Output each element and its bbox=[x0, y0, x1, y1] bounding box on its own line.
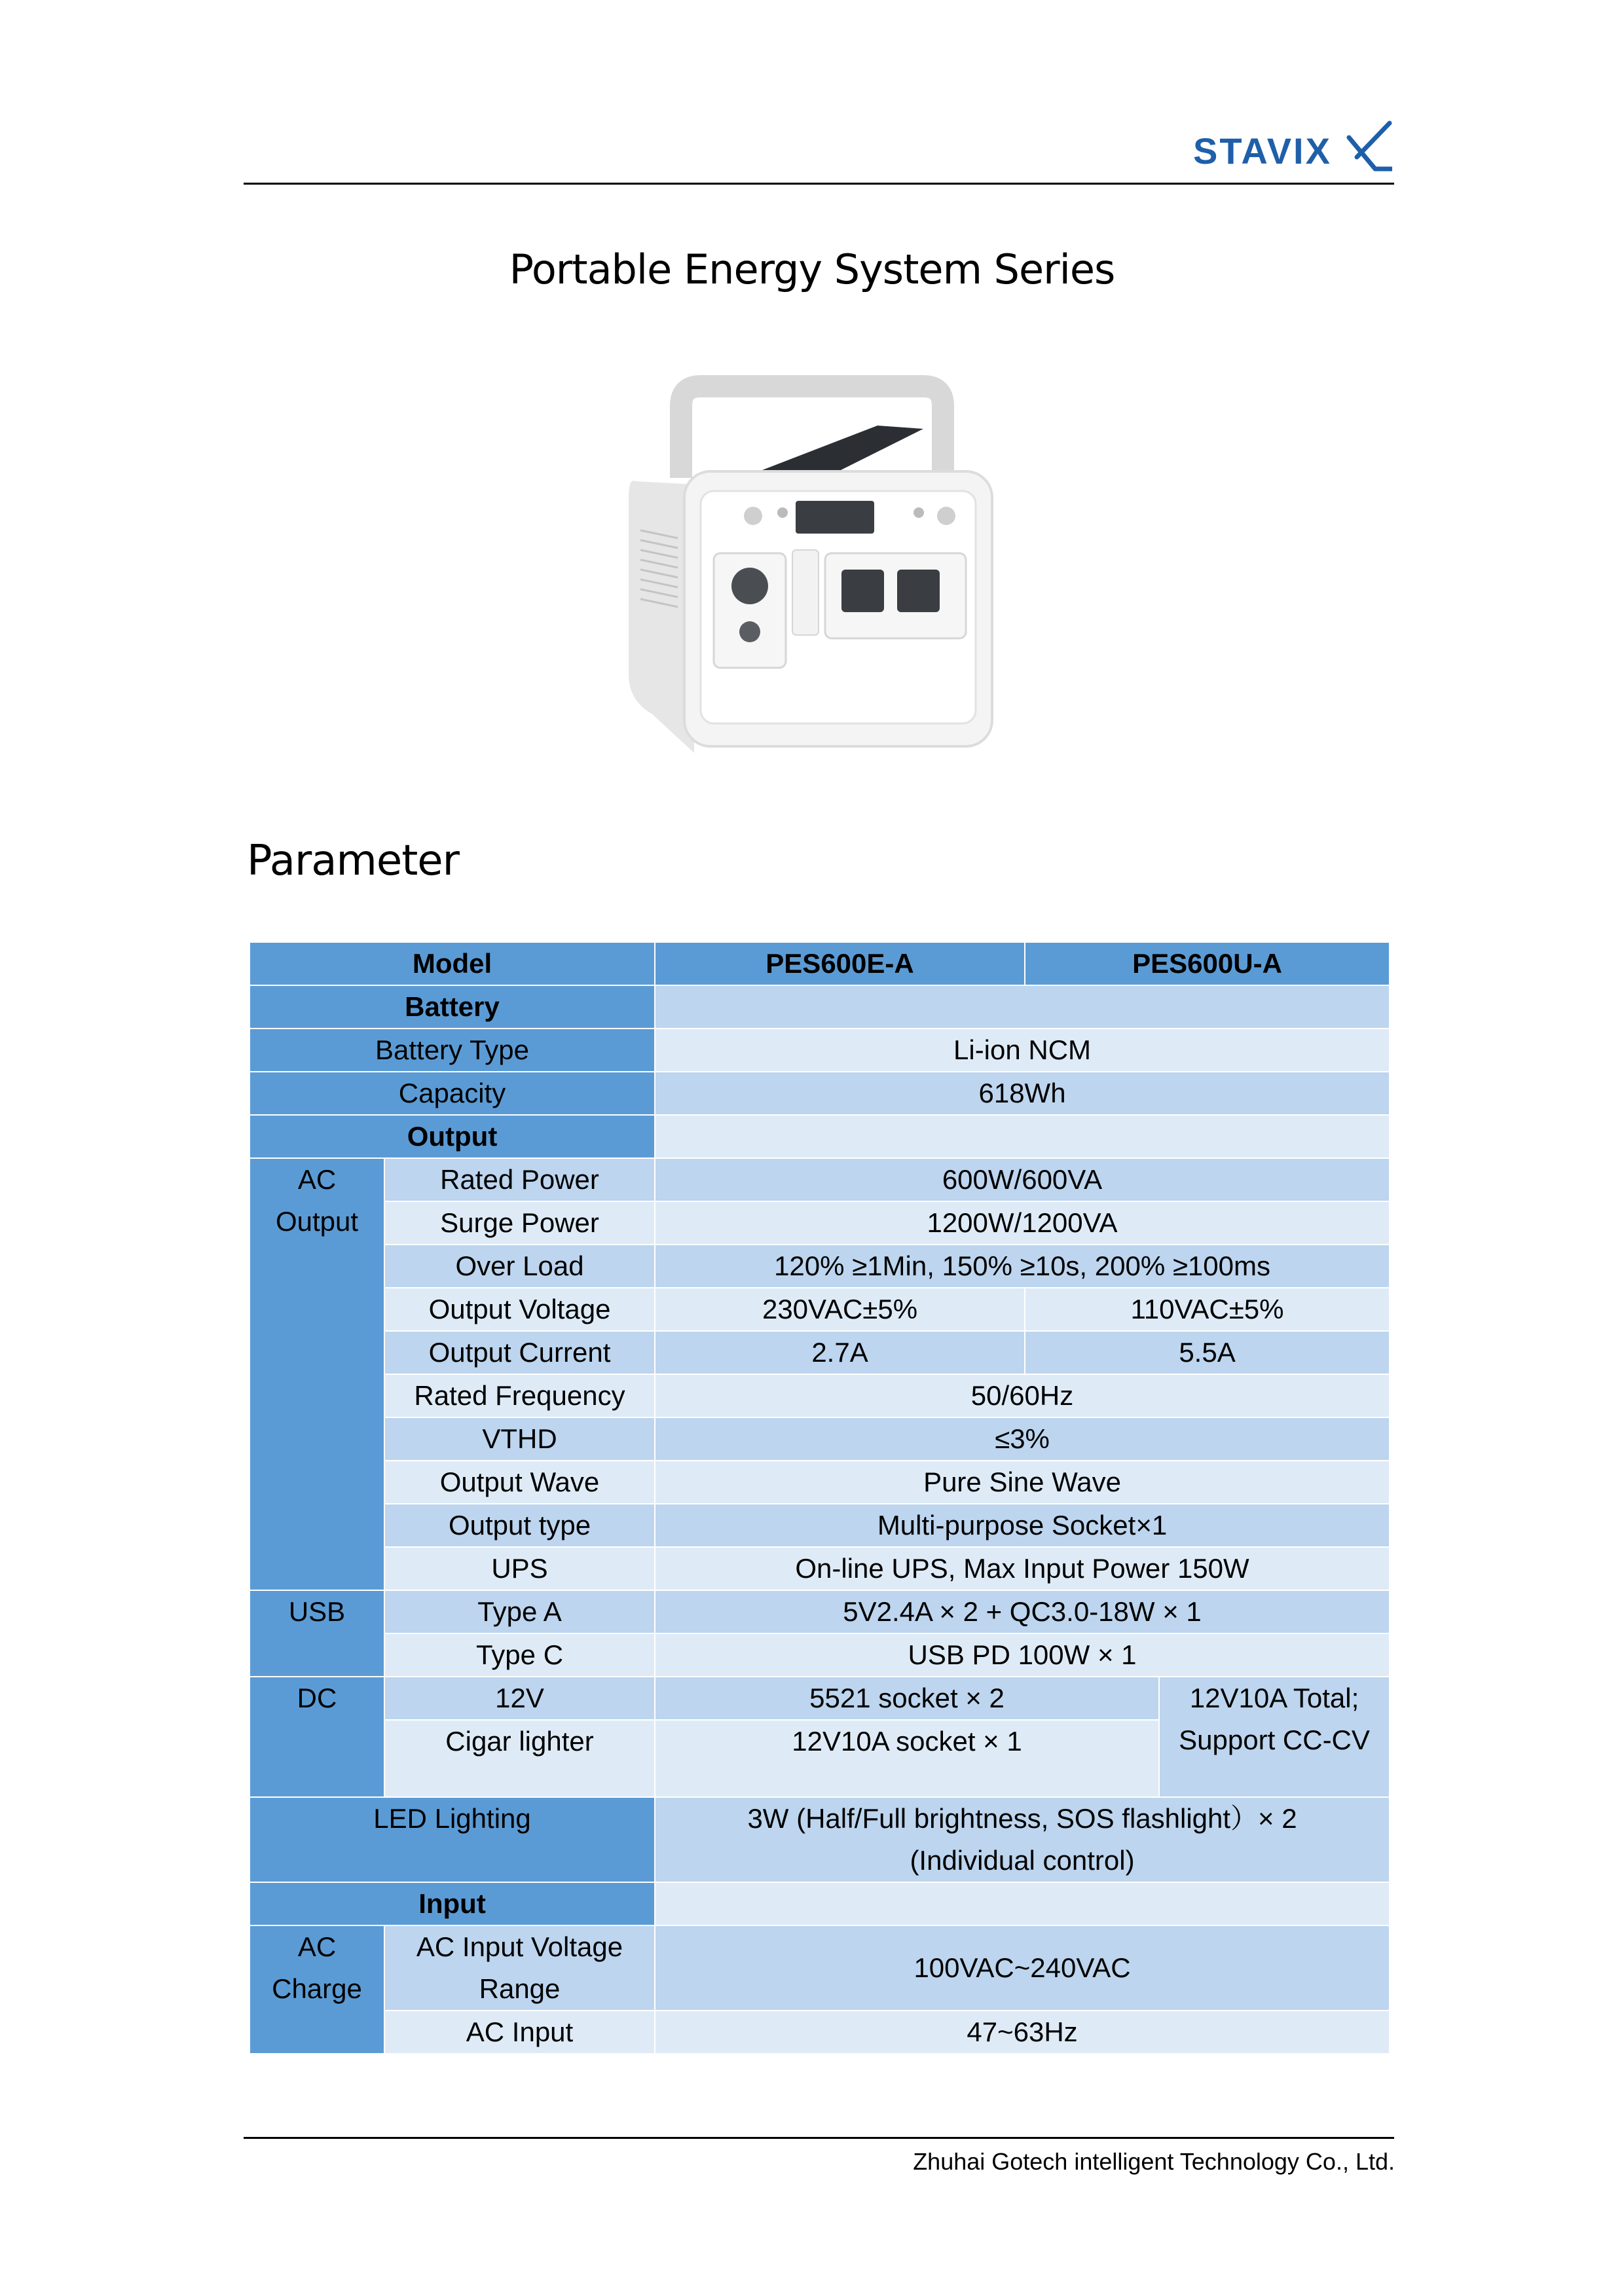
over-load-value: 120% ≥1Min, 150% ≥10s, 200% ≥100ms bbox=[655, 1245, 1390, 1288]
output-wave-label: Output Wave bbox=[384, 1461, 655, 1504]
capacity-label: Capacity bbox=[249, 1072, 655, 1115]
type-a-value: 5V2.4A × 2 + QC3.0-18W × 1 bbox=[655, 1590, 1390, 1633]
ac-output-group: AC Output bbox=[249, 1158, 384, 1590]
dc-group: DC bbox=[249, 1677, 384, 1797]
dc-12v-value: 5521 socket × 2 bbox=[655, 1677, 1159, 1720]
led-lighting-value: 3W (Half/Full brightness, SOS flashlight）× 2 (Individual control) bbox=[655, 1797, 1390, 1882]
section-battery: Battery bbox=[249, 985, 655, 1029]
over-load-label: Over Load bbox=[384, 1245, 655, 1288]
section-output-fill bbox=[655, 1115, 1390, 1158]
header-divider bbox=[244, 183, 1394, 185]
battery-type-value: Li-ion NCM bbox=[655, 1029, 1390, 1072]
rated-frequency-value: 50/60Hz bbox=[655, 1374, 1390, 1417]
output-voltage-e: 230VAC±5% bbox=[655, 1288, 1025, 1331]
output-current-label: Output Current bbox=[384, 1331, 655, 1374]
output-current-e: 2.7A bbox=[655, 1331, 1025, 1374]
section-battery-fill bbox=[655, 985, 1390, 1029]
product-image bbox=[616, 367, 1022, 773]
led-lighting-label: LED Lighting bbox=[249, 1797, 655, 1882]
output-wave-value: Pure Sine Wave bbox=[655, 1461, 1390, 1504]
type-a-label: Type A bbox=[384, 1590, 655, 1633]
usb-group: USB bbox=[249, 1590, 384, 1677]
vthd-label: VTHD bbox=[384, 1417, 655, 1461]
header-model: Model bbox=[249, 942, 655, 985]
surge-power-value: 1200W/1200VA bbox=[655, 1201, 1390, 1245]
ac-input-voltage-label: AC Input Voltage Range bbox=[384, 1925, 655, 2011]
rated-power-value: 600W/600VA bbox=[655, 1158, 1390, 1201]
type-c-value: USB PD 100W × 1 bbox=[655, 1633, 1390, 1677]
ac-charge-group: AC Charge bbox=[249, 1925, 384, 2054]
brand-logo bbox=[1193, 118, 1392, 174]
document-title: Portable Energy System Series bbox=[509, 246, 1115, 293]
cigar-lighter-label: Cigar lighter bbox=[384, 1720, 655, 1797]
header-model-e: PES600E-A bbox=[655, 942, 1025, 985]
cigar-lighter-value: 12V10A socket × 1 bbox=[655, 1720, 1159, 1797]
output-type-label: Output type bbox=[384, 1504, 655, 1547]
ups-label: UPS bbox=[384, 1547, 655, 1590]
capacity-value: 618Wh bbox=[655, 1072, 1390, 1115]
spec-table bbox=[249, 941, 1390, 2054]
footer-divider bbox=[244, 2137, 1394, 2139]
ac-input-value: 47~63Hz bbox=[655, 2011, 1390, 2054]
logo-text: STAVIX bbox=[1193, 130, 1332, 172]
section-input: Input bbox=[249, 1882, 655, 1925]
rated-power-label: Rated Power bbox=[384, 1158, 655, 1201]
section-heading: Parameter bbox=[247, 837, 459, 885]
output-voltage-u: 110VAC±5% bbox=[1025, 1288, 1390, 1331]
output-voltage-label: Output Voltage bbox=[384, 1288, 655, 1331]
surge-power-label: Surge Power bbox=[384, 1201, 655, 1245]
dc-total-value: 12V10A Total; Support CC-CV bbox=[1159, 1677, 1390, 1797]
output-type-value: Multi-purpose Socket×1 bbox=[655, 1504, 1390, 1547]
type-c-label: Type C bbox=[384, 1633, 655, 1677]
header-model-u: PES600U-A bbox=[1025, 942, 1390, 985]
output-current-u: 5.5A bbox=[1025, 1331, 1390, 1374]
ups-value: On-line UPS, Max Input Power 150W bbox=[655, 1547, 1390, 1590]
table-header-row bbox=[249, 942, 1390, 985]
ac-input-voltage-value: 100VAC~240VAC bbox=[655, 1925, 1390, 2011]
dc-12v-label: 12V bbox=[384, 1677, 655, 1720]
section-input-fill bbox=[655, 1882, 1390, 1925]
ac-input-label: AC Input bbox=[384, 2011, 655, 2054]
vthd-value: ≤3% bbox=[655, 1417, 1390, 1461]
battery-type-label: Battery Type bbox=[249, 1029, 655, 1072]
rated-frequency-label: Rated Frequency bbox=[384, 1374, 655, 1417]
footer-company: Zhuhai Gotech intelligent Technology Co., Ltd. bbox=[913, 2148, 1395, 2175]
section-output: Output bbox=[249, 1115, 655, 1158]
